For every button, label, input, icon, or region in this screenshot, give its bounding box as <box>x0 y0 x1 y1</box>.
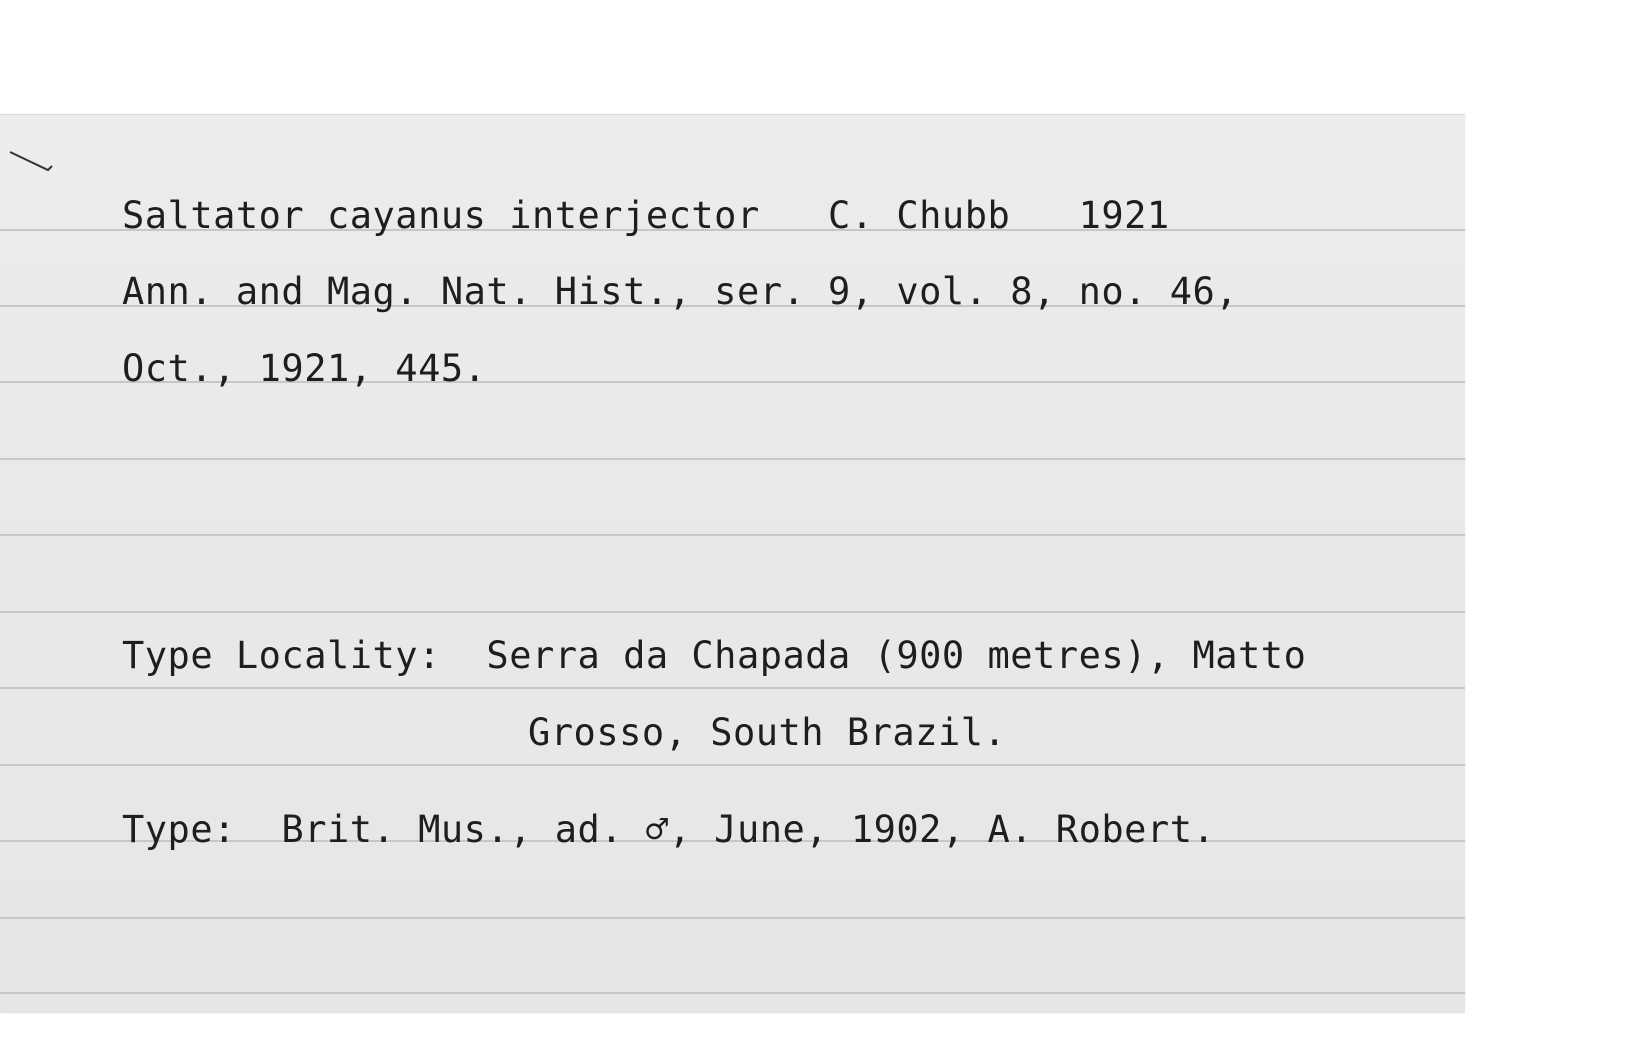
ruled-line <box>0 992 1465 994</box>
type-specimen-line: Type: Brit. Mus., ad. ♂, June, 1902, A. Robert. <box>122 808 1216 851</box>
pencil-check-mark <box>8 150 56 176</box>
ruled-line <box>0 611 1465 613</box>
ruled-line <box>0 458 1465 460</box>
index-card <box>0 114 1465 1013</box>
type-locality-continuation: Grosso, South Brazil. <box>528 711 1007 754</box>
ruled-line <box>0 764 1465 766</box>
ruled-line <box>0 534 1465 536</box>
citation-line: Ann. and Mag. Nat. Hist., ser. 9, vol. 8, no. 46, <box>122 270 1239 313</box>
type-locality-line: Type Locality: Serra da Chapada (900 metres), Matto <box>122 634 1307 677</box>
taxon-name-line: Saltator cayanus interjector C. Chubb 1921 <box>122 194 1170 237</box>
ruled-line <box>0 917 1465 919</box>
citation-date-line: Oct., 1921, 445. <box>122 347 487 390</box>
ruled-line <box>0 687 1465 689</box>
